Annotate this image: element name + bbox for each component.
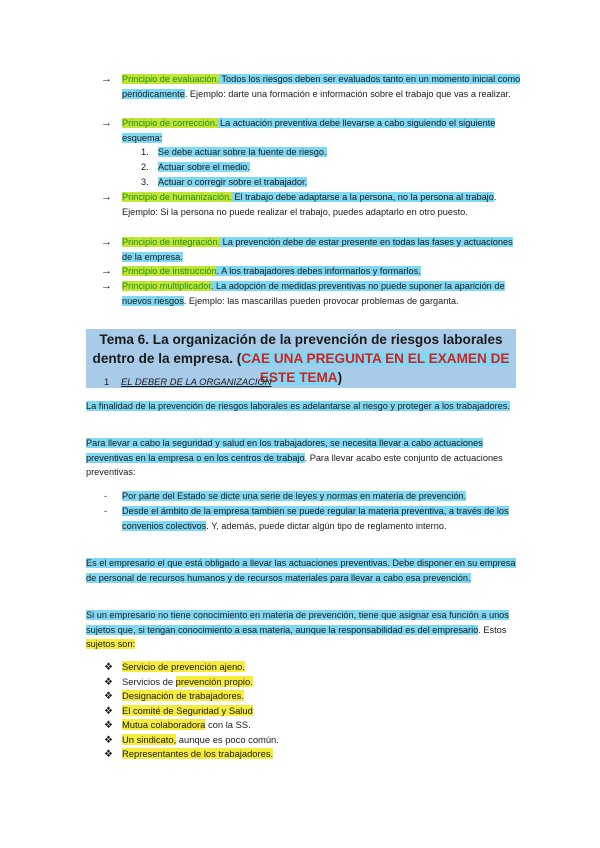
subject-item: ❖ El comité de Seguridad y Salud xyxy=(104,704,253,720)
paragraph: La finalidad de la prevención de riesgos laborales es adelantarse al riesgo y proteger a los trabajadores. xyxy=(86,401,510,411)
diamond-icon: ❖ xyxy=(104,662,113,673)
arrow-icon: → xyxy=(101,236,112,248)
principle-title: Principio multiplicador xyxy=(122,281,211,291)
subject-item: ❖ Representantes de los trabajadores. xyxy=(104,747,273,763)
principle-item: → Principio de instrucción. A los trabajadores debes informarlos y formarlos. xyxy=(101,265,421,277)
dash-item: - Por parte del Estado se dicte una serie de leyes y normas en materia de prevención. xyxy=(104,489,518,504)
paragraph: Si un empresario no tiene conocimiento en materia de prevención, tiene que asignar esa función a unos sujetos que, si tengan conocimiento a esa materia, aunque la responsabilidad es del empresario. Estos sujetos son: xyxy=(86,610,509,650)
scheme-item: 2. Actuar sobre el medio. xyxy=(141,162,250,172)
exam-note: CAE UNA PREGUNTA EN EL EXAMEN DE ESTE TEMA xyxy=(241,351,510,385)
arrow-icon: → xyxy=(101,191,112,203)
principle-title: Principio de evaluación. xyxy=(122,74,220,84)
subject-item: ❖ Servicios de prevención propio. xyxy=(104,675,253,691)
scheme-item: 1. Se debe actuar sobre la fuente de riesgo. xyxy=(141,147,327,157)
subject-item: ❖ Mutua colaboradora con la SS. xyxy=(104,718,251,734)
diamond-icon: ❖ xyxy=(104,749,113,760)
diamond-icon: ❖ xyxy=(104,720,113,731)
principle-item: → Principio de corrección. La actuación preventiva debe llevarse a cabo siguiendo el siguiente esquema: xyxy=(101,117,496,143)
principle-item: → Principio multiplicador. La adopción de medidas preventivas no puede suponer la aparición de nuevos riesgos. Ejemplo: las mascarillas pueden provocar problemas de garganta. xyxy=(101,280,505,306)
principle-item: → Principio de humanización. El trabajo debe adaptarse a la persona, no la persona al trabajo. Ejemplo: Si la persona no puede realizar el trabajo, puedes adaptarlo en otro puesto. xyxy=(101,191,497,217)
principle-title: Principio de integración. xyxy=(122,237,221,247)
subject-item: ❖ Designación de trabajadores. xyxy=(104,689,244,705)
arrow-icon: → xyxy=(101,73,112,85)
arrow-icon: → xyxy=(101,117,112,129)
diamond-icon: ❖ xyxy=(104,691,113,702)
dash-icon: - xyxy=(104,506,108,516)
principle-item: → Principio de integración. La prevención debe de estar presente en todas las fases y actuaciones de la empresa. xyxy=(101,236,513,262)
diamond-icon: ❖ xyxy=(104,706,113,717)
section-heading: 1 EL DEBER DE LA ORGANIZACIÓN xyxy=(104,376,272,387)
paragraph: Es el empresario el que está obligado a llevar las actuaciones preventivas. Debe disponer en su empresa de personal de recursos humanos y de recursos materiales para llevar a cabo esa prevención. xyxy=(86,558,516,583)
topic-title: Tema 6. La organización de la prevención de riesgos laborales dentro de la empresa. (CAE UNA PREGUNTA EN EL EXAMEN DE ESTE TEMA) xyxy=(86,329,516,388)
diamond-icon: ❖ xyxy=(104,735,113,746)
principle-title: Principio de instrucción xyxy=(122,266,217,276)
paragraph: Para llevar a cabo la seguridad y salud en los trabajadores, se necesita llevar a cabo actuaciones preventivas en la empresa o en los centros de trabajo. Para llevar acabo este conjunto de actuaciones preventivas: xyxy=(86,438,503,478)
principle-title: Principio de humanización. xyxy=(122,192,232,202)
dash-item: - Desde el ámbito de la empresa también se puede regular la materia preventiva, a través de los convenios colectivos. Y, además, puede dictar algún tipo de reglamento interno. xyxy=(104,506,509,531)
principle-item: → Principio de evaluación. Todos los riesgos deben ser evaluados tanto en un momento inicial como periódicamente. Ejemplo: darte una formación e información sobre el trabajo que vas a realizar. xyxy=(101,73,521,99)
scheme-item: 3. Actuar o corregir sobre el trabajador. xyxy=(141,177,308,187)
diamond-icon: ❖ xyxy=(104,677,113,688)
subject-item: ❖ Un sindicato, aunque es poco común. xyxy=(104,733,279,749)
arrow-icon: → xyxy=(101,265,112,277)
arrow-icon: → xyxy=(101,280,112,292)
dash-icon: - xyxy=(104,491,108,501)
subject-item: ❖ Servicio de prevención ajeno. xyxy=(104,660,245,676)
principle-title: Principio de corrección. xyxy=(122,118,218,128)
